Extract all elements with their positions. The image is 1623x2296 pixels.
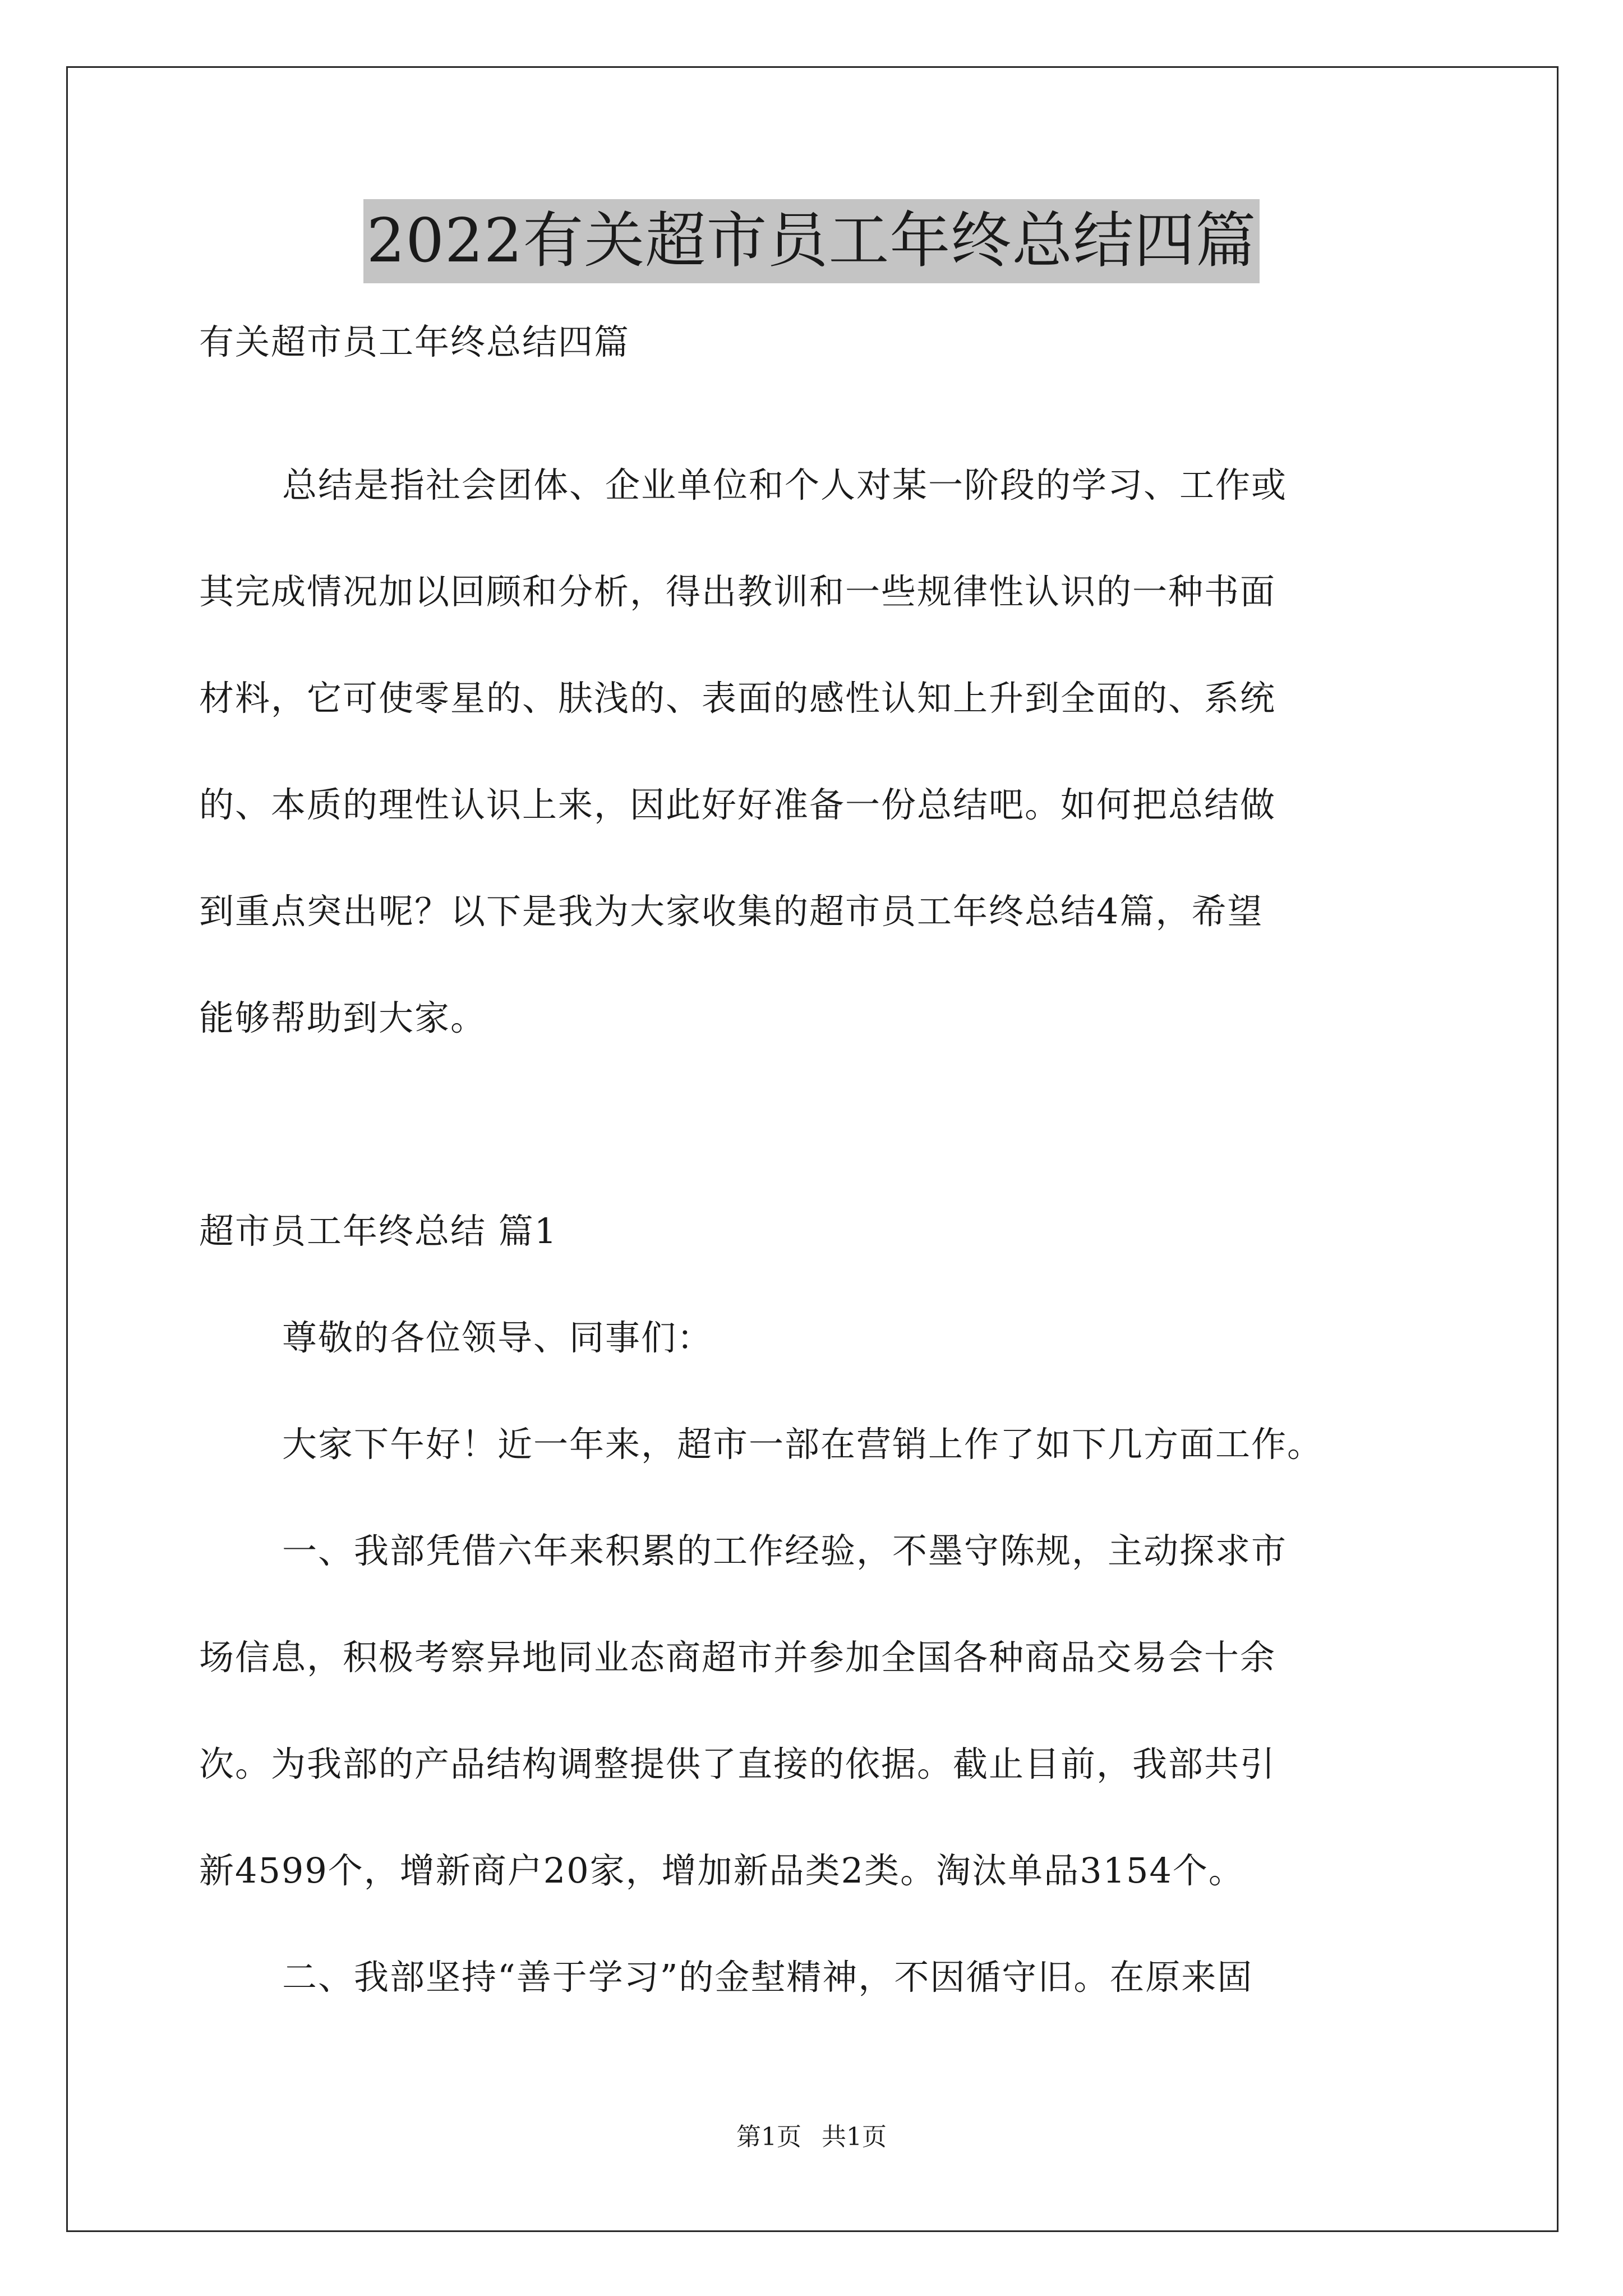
title-container <box>0 199 1623 283</box>
document-title: 2022有关超市员工年终总结四篇 <box>363 199 1260 283</box>
page-total: 共1页 <box>822 2123 887 2151</box>
intro-line: 材料，它可使零星的、肤浅的、表面的感性认知上升到全面的、系统 <box>199 678 1276 719</box>
point1-line: 一、我部凭借六年来积累的工作经验，不墨守陈规，主动探求市 <box>282 1530 1288 1571</box>
document-subtitle: 有关超市员工年终总结四篇 <box>199 321 630 362</box>
point1-line: 场信息，积极考察异地同业态商超市并参加全国各种商品交易会十余 <box>199 1637 1276 1678</box>
point2-line: 二、我部坚持“善于学习”的金堼精神，不因循守旧。在原来固 <box>282 1957 1253 1998</box>
intro-line: 的、本质的理性认识上来，因此好好准备一份总结吧。如何把总结做 <box>199 784 1276 825</box>
intro-line: 总结是指社会团体、企业单位和个人对某一阶段的学习、工作或 <box>282 464 1288 505</box>
point1-line: 次。为我部的产品结构调整提供了直接的依据。截止目前，我部共引 <box>199 1743 1276 1784</box>
intro-line: 到重点突出呢？以下是我为大家收集的超市员工年终总结4篇，希望 <box>199 891 1264 932</box>
intro-line: 其完成情况加以回顾和分析，得出教训和一些规律性认识的一种书面 <box>199 571 1276 612</box>
page-number: 第1页 <box>736 2123 801 2151</box>
page-border <box>66 66 1559 2232</box>
intro-line: 能够帮助到大家。 <box>199 997 487 1038</box>
page-footer <box>0 2120 1623 2154</box>
greeting: 大家下午好！近一年来，超市一部在营销上作了如下几方面工作。 <box>282 1424 1324 1465</box>
salutation: 尊敬的各位领导、同事们： <box>282 1317 713 1358</box>
point1-line: 新4599个，增新商户20家，增加新品类2类。淘汰单品3154个。 <box>199 1850 1244 1891</box>
section-heading: 超市员工年终总结 篇1 <box>199 1211 558 1251</box>
